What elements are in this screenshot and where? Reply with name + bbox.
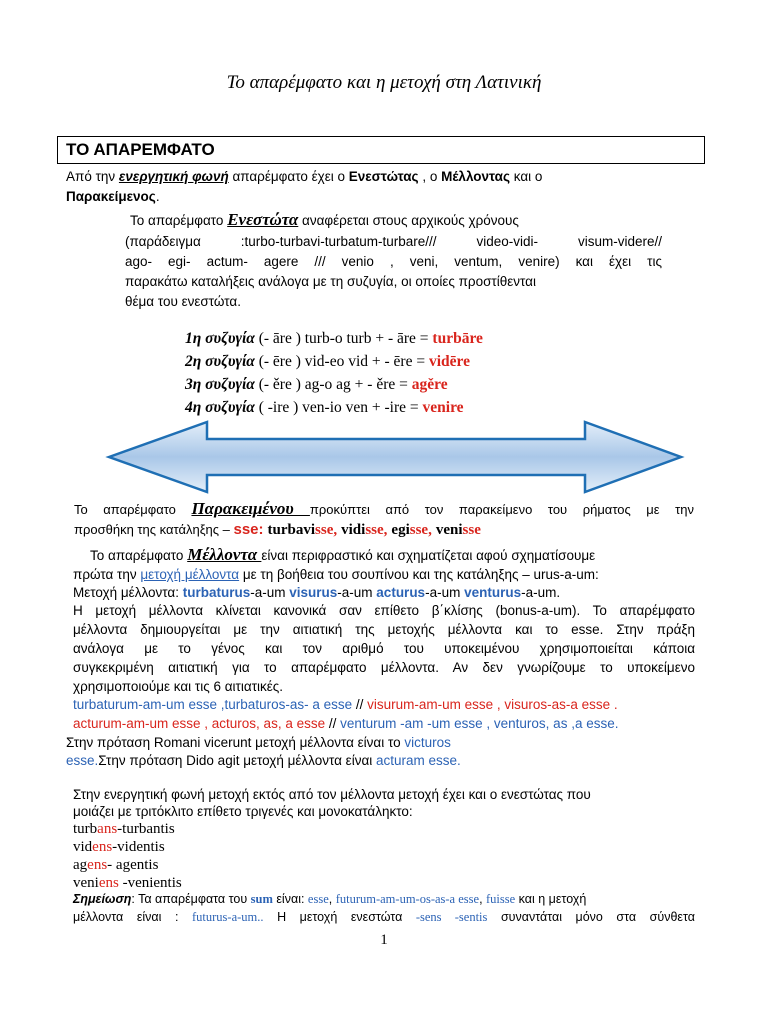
note-text: , xyxy=(479,892,487,906)
participle-ending: urus xyxy=(308,585,338,600)
participle-stem: veni xyxy=(73,875,99,891)
note-label: Σημείωση xyxy=(73,892,132,906)
future-heading: Μέλλοντα xyxy=(187,545,262,564)
conjugation-result: venire xyxy=(422,399,464,416)
example-stem: vidi xyxy=(341,522,366,538)
participle-stem: turbat xyxy=(182,585,221,600)
present-text-b: αναφέρεται στους αρχικούς χρόνους xyxy=(298,213,519,228)
conjugation-result: vidēre xyxy=(428,353,471,370)
perfect-example-3 xyxy=(391,522,431,538)
conjugation-label: 4η συζυγία xyxy=(185,399,255,416)
future-line-4: Η μετοχή μέλλοντα κλίνεται κανονικά σαν επίθετο β΄κλίσης (bonus-a-um). Το απαρέμφατο xyxy=(73,603,695,618)
note-text: μέλλοντα είναι : xyxy=(73,910,192,924)
present-line-3: ago- egi- actum- agere /// venio , veni, ventum, venire) και έχει τις xyxy=(125,254,662,269)
participle-stem: vent xyxy=(464,585,492,600)
note-text: είναι: xyxy=(272,892,308,906)
intro-text-c: , ο xyxy=(418,169,442,184)
example-sentence-1 xyxy=(66,735,451,750)
perfect-text-c: προσθήκη της κατάληξης – xyxy=(74,522,234,537)
intro-text-b: απαρέμφατο έχει ο xyxy=(228,169,349,184)
conjugation-formula: (- āre ) turb-o turb + - āre = xyxy=(254,330,433,347)
note-future-inf: futurum-am-um-os-as-a esse xyxy=(335,892,480,906)
example-ending: sse xyxy=(462,522,481,538)
section-title: ΤΟ ΑΠΑΡΕΜΦΑΤΟ xyxy=(66,140,215,159)
future-forms-line-2 xyxy=(73,716,618,731)
perfect-example-2 xyxy=(341,522,387,538)
perfect-term: Παρακείμενος xyxy=(66,189,156,204)
participle-genitive: -videntis xyxy=(112,839,165,855)
intro-text-e: . xyxy=(155,189,160,204)
conjugation-row-2 xyxy=(185,353,470,371)
participle-rest: -a-um xyxy=(337,585,377,600)
participle-ending: ans xyxy=(97,821,118,837)
perfect-text-b: προκύπτει από τον παρακείμενο του ρήματος με την xyxy=(309,502,694,517)
example-answer: victuros xyxy=(404,735,451,750)
participle-stem: vid xyxy=(73,839,93,855)
future-participle-link[interactable]: μετοχή μέλλοντα xyxy=(140,567,240,582)
future-forms-video: visurum-am-um esse , visuros-as-a esse . xyxy=(363,697,618,712)
double-arrow-icon xyxy=(105,420,685,494)
conjugation-row-1 xyxy=(185,330,483,348)
note-line-1 xyxy=(73,892,586,907)
example-stem: veni xyxy=(435,522,463,538)
present-line-1 xyxy=(130,210,519,230)
intro-line-2 xyxy=(66,189,160,204)
participle-stem: vis xyxy=(289,585,309,600)
future-line-6: ανάλογα με το γένος και τον αριθμό του υποκειμένου χρησιμοποιείται κάποια xyxy=(73,641,695,656)
intro-text-d: και ο xyxy=(510,169,543,184)
example-text: Στην πρόταση Romani vicerunt μετοχή μέλλοντα είναι το xyxy=(66,735,405,750)
page-title: Το απαρέμφατο και η μετοχή στη Λατινική xyxy=(226,72,542,93)
example-stem: turbavi xyxy=(267,522,316,538)
conjugation-formula: (- ěre ) ag-o ag + - ěre = xyxy=(254,376,412,393)
perfect-line-1 xyxy=(74,499,694,519)
present-line-4: παρακάτω καταλήξεις ανάλογα με τη συζυγία, οι οποίες προστίθενται xyxy=(125,274,536,289)
perfect-example-1 xyxy=(268,522,338,538)
perfect-line-2 xyxy=(74,521,481,539)
future-term: Μέλλοντας xyxy=(441,169,511,184)
participle-ending: ens xyxy=(98,875,119,891)
participle-item-1 xyxy=(73,821,175,838)
intro-text-a: Από την xyxy=(66,169,119,184)
present-line-5: θέμα του ενεστώτα. xyxy=(125,294,241,309)
future-text-d: με τη βοήθεια του σουπίνου και της κατάληξης – urus-a-um: xyxy=(239,567,599,582)
participle-rest: -a-um xyxy=(425,585,465,600)
example-answer: acturam esse. xyxy=(376,753,461,768)
future-line-2 xyxy=(73,567,599,582)
note-text: συναντάται μόνο στα σύνθετα xyxy=(487,910,695,924)
conjugation-row-4 xyxy=(185,399,464,417)
participle-genitive: -turbantis xyxy=(117,821,175,837)
participle-genitive: -venientis xyxy=(118,875,182,891)
separator: // xyxy=(328,716,337,731)
future-line-7: συγκεκριμένη αιτιατική για το απαρέμφατο μέλλοντα. Αν δεν γνωρίζουμε το υποκείμενο xyxy=(73,660,695,675)
perfect-suffix: sse: xyxy=(233,521,264,538)
example-ending: sse, xyxy=(409,522,432,538)
participle-stem: turb xyxy=(73,821,98,837)
conjugation-result: agěre xyxy=(411,376,448,393)
example-stem: egi xyxy=(391,522,410,538)
future-participle-label: Μετοχή μέλλοντα: xyxy=(73,585,183,600)
intro-line-1 xyxy=(66,169,542,184)
participle-ending: urus xyxy=(395,585,426,600)
note-fuisse: fuisse xyxy=(486,892,516,906)
example-answer: esse. xyxy=(66,753,99,768)
present-heading: Ενεστώτα xyxy=(227,210,299,229)
conjugation-formula: ( -ire ) ven-io ven + -ire = xyxy=(254,399,423,416)
present-text-a: Το απαρέμφατο xyxy=(130,213,228,228)
participle-stem: act xyxy=(376,585,396,600)
note-sum: sum xyxy=(250,892,273,906)
perfect-text-a: Το απαρέμφατο xyxy=(74,502,192,517)
future-line-8: χρησιμοποιούμε και τις 6 αιτιατικές. xyxy=(73,679,284,694)
participle-rest: -a-um. xyxy=(521,585,561,600)
note-esse: esse xyxy=(307,892,329,906)
conjugation-label: 3η συζυγία xyxy=(185,376,255,393)
note-line-2 xyxy=(73,910,695,925)
participle-line-1: Στην ενεργητική φωνή μετοχή εκτός από τον μέλλοντα μετοχή έχει και ο ενεστώτας που xyxy=(73,787,591,802)
future-line-1 xyxy=(90,545,595,565)
participle-ending: urus xyxy=(220,585,251,600)
participle-rest: -a-um xyxy=(250,585,290,600)
example-ending: sse, xyxy=(365,522,388,538)
participle-item-3 xyxy=(73,857,158,874)
conjugation-label: 2η συζυγία xyxy=(185,353,255,370)
future-text-b: είναι περιφραστικό και σχηματίζεται αφού σχηματίσουμε xyxy=(261,548,596,563)
participle-genitive: - agentis xyxy=(107,857,159,873)
conjugation-label: 1η συζυγία xyxy=(185,330,255,347)
perfect-heading: Παρακειμένου xyxy=(191,499,310,518)
participle-item-2 xyxy=(73,839,165,856)
participle-ending: urus xyxy=(491,585,522,600)
conjugation-formula: (- ēre ) vid-eo vid + - ēre = xyxy=(254,353,429,370)
separator: // xyxy=(355,697,364,712)
present-term: Ενεστώτας xyxy=(348,169,419,184)
participle-ending: ens xyxy=(92,839,113,855)
example-sentence-2 xyxy=(66,753,461,768)
future-forms-turbo: turbaturum-am-um esse ,turbaturos-as- a esse xyxy=(73,697,356,712)
conjugation-result: turbāre xyxy=(432,330,483,347)
future-line-3 xyxy=(73,585,560,600)
active-voice-term: ενεργητική φωνή xyxy=(118,169,229,184)
note-text: Η μετοχή ενεστώτα xyxy=(263,910,416,924)
conjugation-row-3 xyxy=(185,376,448,394)
note-futurus: futurus-a-um.. xyxy=(192,910,264,924)
present-line-2: (παράδειγμα :turbo-turbavi-turbatum-turbare/// video-vidi- visum-videre// xyxy=(125,234,662,249)
note-sens: -sens -sentis xyxy=(415,910,488,924)
participle-ending: ens xyxy=(87,857,108,873)
note-text: και η μετοχή xyxy=(515,892,587,906)
participle-item-4 xyxy=(73,875,182,892)
participle-line-2: μοιάζει με τριτόκλιτο επίθετο τριγενές και μονοκατάληκτο: xyxy=(73,804,413,819)
perfect-example-4 xyxy=(436,522,481,538)
future-line-5: μέλλοντα δημιουργείται με την αιτιατική της μετοχής μέλλοντα και το esse. Στην πράξη xyxy=(73,622,695,637)
page-number: 1 xyxy=(380,932,388,948)
future-forms-venio: venturum -am -um esse , venturos, as ,a esse. xyxy=(336,716,619,731)
example-text: Στην πρόταση Dido agit μετοχή μέλλοντα είναι xyxy=(98,753,377,768)
participle-stem: ag xyxy=(73,857,88,873)
note-text: : Τα απαρέμφατα του xyxy=(131,892,251,906)
future-forms-line-1 xyxy=(73,697,618,712)
future-text-a: Το απαρέμφατο xyxy=(90,548,188,563)
example-ending: sse, xyxy=(315,522,338,538)
future-text-c: πρώτα την xyxy=(73,567,141,582)
future-forms-ago: acturum-am-um esse , acturos, as, a esse xyxy=(73,716,329,731)
note-text: , xyxy=(328,892,336,906)
